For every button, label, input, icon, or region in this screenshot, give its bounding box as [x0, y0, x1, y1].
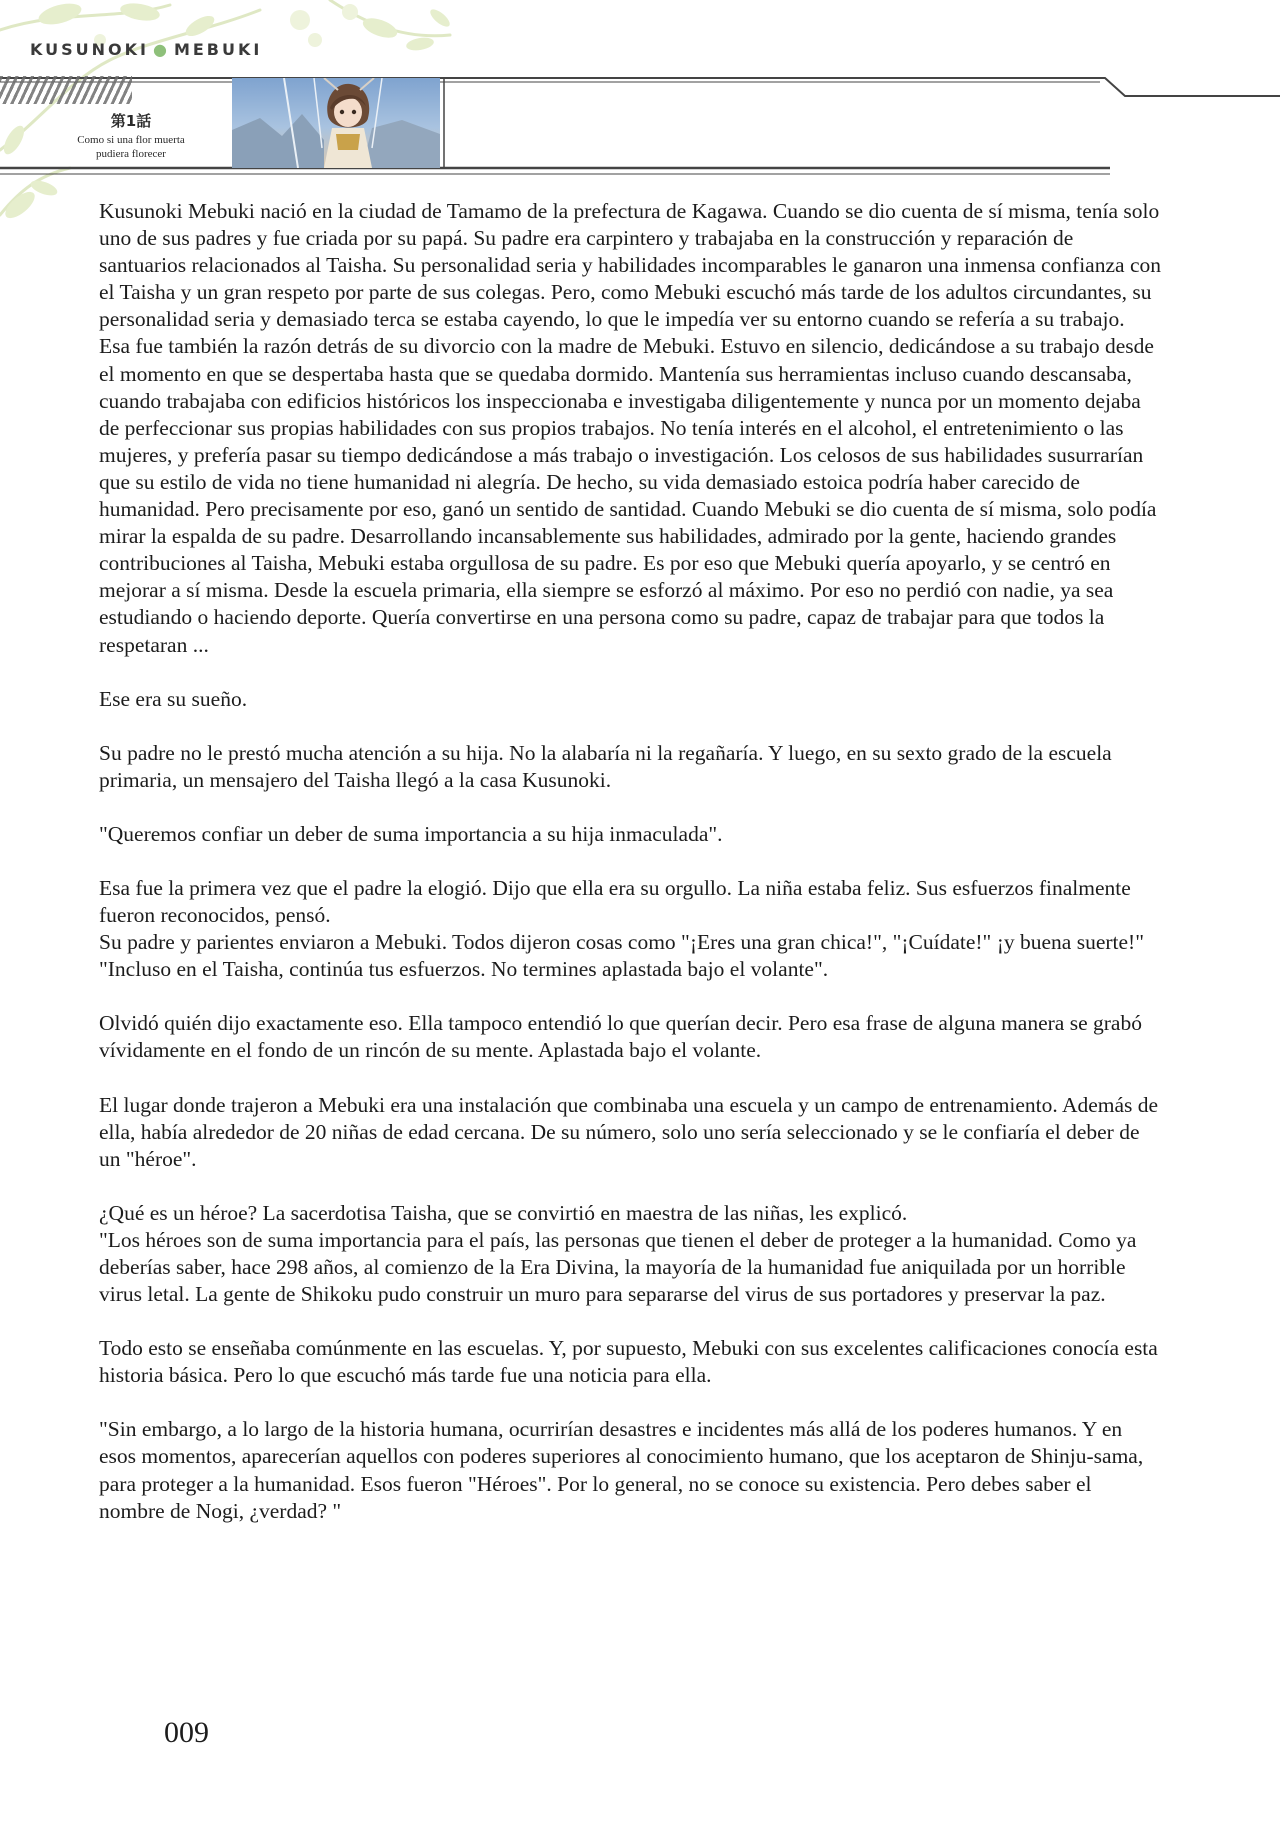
paragraph: Kusunoki Mebuki nació en la ciudad de Tamamo de la prefectura de Kagawa. Cuando se dio cuenta de sí misma, tenía solo uno de sus padres y fue criada por su papá. Su padre era carpintero y trabajaba en la construcción y reparación de santuarios relacionados al Taisha. Su personalidad seria y habilidades incomparables le ganaron una inmensa confianza con el Taisha y un gran respeto por parte de sus colegas. Pero, como Mebuki escuchó más tarde de los adultos circundantes, su personalidad seria y demasiado terca se estaba cayendo, lo que le impedía ver su entorno cuando se refería a su trabajo. Esa fue también la razón detrás de su divorcio con la madre de Mebuki. Estuvo en silencio, dedicándose a su trabajo desde el momento en que se despertaba hasta que se quedaba dormido. Mantenía sus herramientas incluso cuando descansaba, cuando trabajaba con edificios históricos los inspeccionaba e investigaba diligentemente y nunca por un momento dejaba de perfeccionar sus propias habilidades con sus propios trabajos. No tenía interés en el alcohol, el entretenimiento o las mujeres, y prefería pasar su tiempo dedicándose a más trabajo o investigación. Los celosos de sus habilidades susurrarían que su estilo de vida no tiene humanidad ni alegría. De hecho, su vida demasiado estoica podría haber carecido de humanidad. Pero precisamente por eso, ganó un sentido de santidad. Cuando Mebuki se dio cuenta de sí misma, solo podía mirar la espalda de su padre. Desarrollando incansablemente sus habilidades, admirado por la gente, haciendo grandes contribuciones al Taisha, Mebuki estaba orgullosa de su padre. Es por eso que Mebuki quería apoyarlo, y se centró en mejorar a sí misma. Desde la escuela primaria, ella siempre se esforzó al máximo. Por eso no perdió con nadie, ya sea estudiando o haciendo deporte. Quería convertirse en una persona como su padre, capaz de trabajar para que todos la respetaran ...: [99, 199, 1161, 657]
paragraph: "Sin embargo, a lo largo de la historia humana, ocurrirían desastres e incidentes más allá de los poderes humanos. Y en esos momentos, aparecerían aquellos con poderes superiores al conocimiento humano, que los aceptaron de Shinju-sama, para proteger a la humanidad. Esos fueron "Héroes". Por lo general, no se conoce su existencia. Pero debes saber el nombre de Nogi, ¿verdad? ": [99, 1417, 1144, 1523]
paragraph: El lugar donde trajeron a Mebuki era una instalación que combinaba una escuela y un campo de entrenamiento. Además de ella, había alrededor de 20 niñas de edad cercana. De su número, solo uno sería seleccionado y se le confiaría el deber de un "héroe".: [99, 1092, 1159, 1171]
paragraph: Todo esto se enseñaba comúnmente en las escuelas. Y, por supuesto, Mebuki con sus excelentes calificaciones conocía esta historia básica. Pero lo que escuchó más tarde fue una noticia para ella.: [99, 1336, 1158, 1388]
bullet-dot-icon: ●: [152, 40, 170, 59]
paragraph: Olvidó quién dijo exactamente eso. Ella tampoco entendió lo que querían decir. Pero esa frase de alguna manera se grabó vívidamente en el fondo de un rincón de su mente. Aplastada bajo el volante.: [99, 1011, 1142, 1063]
header-stripes: [0, 76, 132, 104]
paragraph: Esa fue la primera vez que el padre la elogió. Dijo que ella era su orgullo. La niña estaba feliz. Sus esfuerzos finalmente fueron reconocidos, pensó. Su padre y parientes enviaron a Mebuki. Todos dijeron cosas como "¡Eres una gran chica!", "¡Cuídate!" ¡y buena suerte!" "Incluso en el Taisha, continúa tus esfuerzos. No termines aplastada bajo el volante".: [99, 875, 1144, 982]
chapter-number: 第1話: [110, 112, 152, 130]
chapter-title-line: Como si una flor muerta: [77, 134, 185, 146]
paragraph: Su padre no le prestó mucha atención a su hija. No la alabaría ni la regañaría. Y luego, en su sexto grado de la escuela primaria, un mensajero del Taisha llegó a la casa Kusunoki.: [99, 740, 1112, 792]
chapter-illustration: [232, 78, 440, 168]
series-title-left: KUSUNOKI: [30, 40, 149, 59]
paragraph: Ese era su sueño.: [99, 686, 248, 711]
chapter-label: [40, 110, 222, 161]
series-title: [30, 40, 262, 59]
paragraph: ¿Qué es un héroe? La sacerdotisa Taisha, que se convirtió en maestra de las niñas, les explicó. "Los héroes son de suma importancia para el país, las personas que tienen el deber de proteger a la humanidad. Como ya deberías saber, hace 298 años, al comienzo de la Era Divina, la mayoría de la humanidad fue aniquilada por un horrible virus letal. La gente de Shikoku pudo construir un muro para separarse del virus de sus portadores y preservar la paz.: [99, 1200, 1137, 1307]
illustration-art: [232, 78, 440, 168]
paragraph: "Queremos confiar un deber de suma importancia a su hija inmaculada".: [99, 821, 723, 846]
page-number: 009: [164, 1716, 209, 1749]
chapter-title-line: pudiera florecer: [96, 148, 166, 160]
series-title-right: MEBUKI: [173, 40, 263, 59]
body-text: [99, 198, 1161, 1552]
chapter-title: [40, 133, 222, 161]
